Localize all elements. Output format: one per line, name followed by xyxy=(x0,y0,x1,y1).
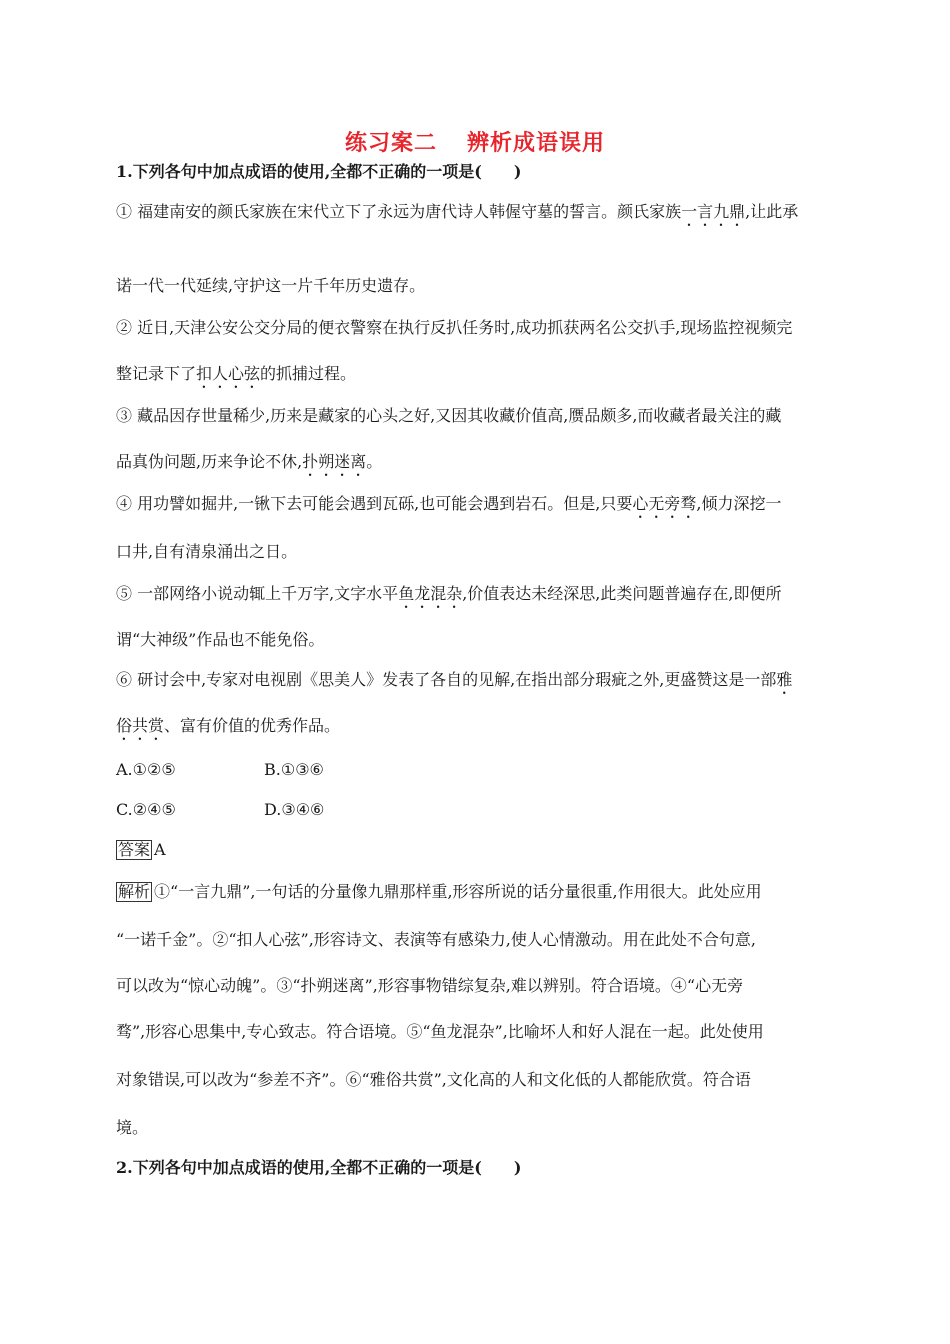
idiom-4: 心无旁骛 xyxy=(632,494,697,513)
answer-value: A xyxy=(154,840,166,859)
q1-sentence-5-cont: 谓“大神级”作品也不能免俗。 xyxy=(116,630,325,649)
idiom-2: 扣人心弦 xyxy=(196,364,261,383)
title-part1: 练习案二 xyxy=(344,131,437,156)
q2-stem: 2.下列各句中加点成语的使用,全都不正确的一项是( ) xyxy=(116,1158,522,1177)
idiom-1: 一言九鼎 xyxy=(681,202,746,221)
q1-sentence-3-cont: 品真伪问题,历来争论不休,扑朔迷离。 xyxy=(116,452,383,471)
q1-stem: 1.下列各句中加点成语的使用,全都不正确的一项是( ) xyxy=(116,162,522,181)
q1-sentence-6-cont: 俗共赏、富有价值的优秀作品。 xyxy=(116,716,341,735)
q1-sentence-6: ⑥ 研讨会中,专家对电视剧《思美人》发表了各自的见解,在指出部分瑕疵之外,更盛赞这是一部雅 xyxy=(116,670,793,689)
option-b: B.①③⑥ xyxy=(264,760,324,779)
analysis-line-4: 骛”,形容心思集中,专心致志。符合语境。⑤“鱼龙混杂”,比喻坏人和好人混在一起。此处使用 xyxy=(116,1022,764,1041)
answer-tag: 答案 xyxy=(118,840,151,859)
q1-sentence-2: ② 近日,天津公安公交分局的便衣警察在执行反扒任务时,成功抓获两名公交扒手,现场监控视频完 xyxy=(116,318,793,337)
analysis-line-6: 境。 xyxy=(116,1118,149,1137)
option-c: C.②④⑤ xyxy=(116,800,176,819)
option-d: D.③④⑥ xyxy=(264,800,325,819)
title-part2: 辨析成语误用 xyxy=(467,131,606,156)
options-row-1 xyxy=(116,760,836,780)
idiom-3: 扑朔迷离 xyxy=(302,452,367,471)
idiom-6b: 俗共赏 xyxy=(116,716,165,735)
q1-sentence-4: ④ 用功譬如掘井,一锹下去可能会遇到瓦砾,也可能会遇到岩石。但是,只要心无旁骛,倾力深挖一 xyxy=(116,494,782,513)
answer xyxy=(116,840,836,860)
q1-sentence-1-cont: 诺一代一代延续,守护这一片千年历史遗存。 xyxy=(116,276,426,295)
q1-sentence-1: ① 福建南安的颜氏家族在宋代立下了永远为唐代诗人韩偓守墓的誓言。颜氏家族一言九鼎,让此承 xyxy=(116,202,799,221)
analysis-line-3: 可以改为“惊心动魄”。③“扑朔迷离”,形容事物错综复杂,难以辨别。符合语境。④“心无旁 xyxy=(116,976,744,995)
q1-sentence-2-cont: 整记录下了扣人心弦的抓捕过程。 xyxy=(116,364,357,383)
page-title xyxy=(0,126,950,157)
analysis-line-2: “一诺千金”。②“扣人心弦”,形容诗文、表演等有感染力,使人心情激动。用在此处不合句意, xyxy=(116,930,756,949)
options-row-2 xyxy=(116,800,836,820)
option-a: A.①②⑤ xyxy=(116,760,176,779)
q1-sentence-3: ③ 藏品因存世量稀少,历来是藏家的心头之好,又因其收藏价值高,赝品颇多,而收藏者最关注的藏 xyxy=(116,406,782,425)
analysis-line-1: 解析 ①“一言九鼎”,一句话的分量像九鼎那样重,形容所说的话分量很重,作用很大。此处应用 xyxy=(118,882,762,901)
analysis-tag: 解析 xyxy=(118,882,151,901)
analysis-line-5: 对象错误,可以改为“参差不齐”。⑥“雅俗共赏”,文化高的人和文化低的人都能欣赏。符合语 xyxy=(116,1070,751,1089)
idiom-6a: 雅 xyxy=(776,670,793,689)
idiom-5: 鱼龙混杂 xyxy=(398,584,463,603)
q1-sentence-4-cont: 口井,自有清泉涌出之日。 xyxy=(116,542,298,561)
q1-sentence-5: ⑤ 一部网络小说动辄上千万字,文字水平鱼龙混杂,价值表达未经深思,此类问题普遍存在,即便所 xyxy=(116,584,782,603)
